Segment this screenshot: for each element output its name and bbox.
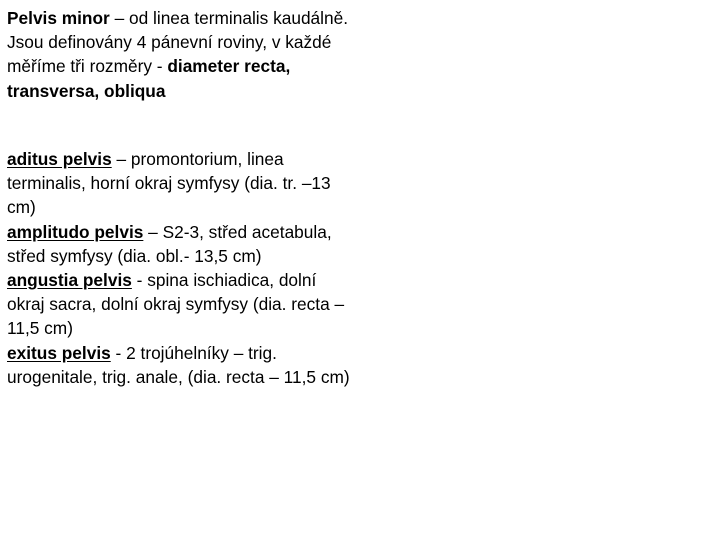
intro-planes-text — [7, 30, 352, 103]
plane-name: exitus pelvis — [7, 342, 111, 363]
pelvis-minor-term: Pelvis minor — [7, 8, 110, 28]
plane-description: - spina ischiadica, dolní okraj sacra, dolní okraj symfysy (dia. recta –11,5 cm) — [7, 270, 345, 339]
pelvis-minor-definition: – od linea terminalis kaudálně. — [109, 8, 349, 28]
intro-block — [7, 6, 352, 103]
plane-angustia — [7, 268, 352, 341]
plane-exitus — [7, 341, 352, 389]
plane-amplitudo — [7, 220, 352, 268]
plane-description: - 2 trojúhelníky – trig. urogenitale, trig. anale, (dia. recta – 11,5 cm) — [7, 342, 350, 387]
planes-statement: Jsou definovány 4 pánevní roviny, v každé měříme tři rozměry - — [7, 32, 332, 77]
plane-description: – S2-3, střed acetabula, střed symfysy (dia. obl.- 13,5 cm) — [7, 221, 332, 266]
plane-name: amplitudo pelvis — [7, 221, 144, 242]
plane-name: angustia pelvis — [7, 270, 132, 291]
plane-description: – promontorium, linea terminalis, horní okraj symfysy (dia. tr. –13 cm) — [7, 149, 331, 218]
plane-name: aditus pelvis — [7, 149, 112, 169]
plane-aditus — [7, 147, 352, 220]
pelvic-planes-list — [7, 147, 352, 389]
diameter-types: diameter recta, transversa, obliqua — [7, 56, 291, 101]
intro-heading — [7, 6, 352, 30]
